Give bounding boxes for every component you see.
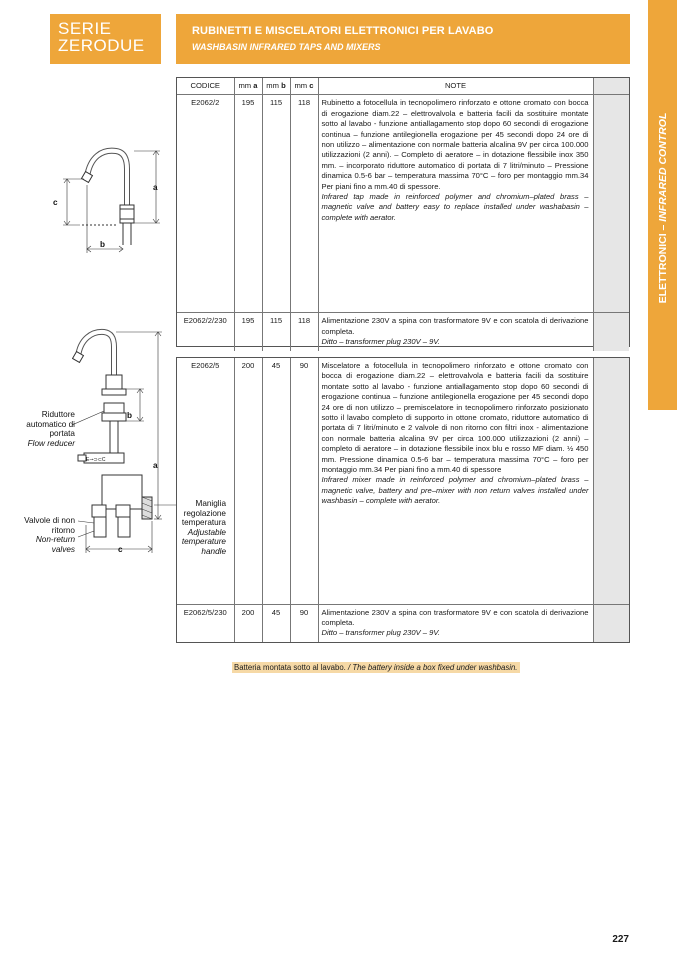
series-line-1: SERIE [58,19,112,38]
dim-c: 118 [290,95,318,313]
section-side-tab [648,0,677,410]
side-tab-label: ELETTRONICI – INFRARED CONTROL [656,112,669,304]
header-mm-b: mm b [262,78,290,95]
gray-cell [593,358,629,604]
gray-cell [593,313,629,351]
table-row [177,358,629,604]
dim-label-c: c [53,198,58,207]
product-note: Alimentazione 230V a spina con trasformatore 9V e con scatola di derivazione completa. Ditto – transformer plug 230V – 9V. [318,313,593,351]
product-table-tap [176,77,630,347]
dim-label-c2: c [118,545,123,554]
dim-b: 45 [262,358,290,604]
dim-label-a: a [153,183,158,192]
table-row [177,604,629,642]
footnote: Batteria montata sotto al lavabo. / The battery inside a box fixed under washbasin. [232,662,520,673]
gray-cell [593,95,629,313]
gray-cell [593,604,629,642]
dim-c: 90 [290,358,318,604]
table-row [177,313,629,351]
product-table-mixer [176,357,630,643]
page-title-box [176,14,630,64]
dim-b: 45 [262,604,290,642]
tap-dimension-drawing [50,135,170,260]
product-note: Rubinetto a fotocellula in tecnopolimero rinforzato e ottone cromato con bocca di erogazione diam.22 – elettrovalvola e batteria facili da sostituire montate sotto al lavabo - funzione antiallagamento stop dopo 60 secondi di erogazione continua – funzione antilegionella erogazione per 45 secondi dopo 24 ore di non utilizzo – alimentazione con normale batteria alcalina 9V per circa 100.000 utilizzazioni (2 anni). – Completo di aeratore – in dotazione flessibile inox 350 mm. – incorporato riduttore automatico di portata di 7 litri/minuto – Pressione dinamica 0.5-6 bar – temperatura massima 70°C – foro per montaggio mm.34 Per piani fino a mm.40 di spessore. Infrared tap made in reinforced polymer and chromium–plated brass – magnetic valve and battery easy to replace installed under washabasin – complete with aerator. [318,95,593,313]
dim-a: 195 [234,313,262,351]
label-non-return-valves: Valvole di non ritorno Non-return valves [24,516,75,554]
product-note: Alimentazione 230V a spina con trasformatore 9V e con scatola di derivazione completa. Ditto – transformer plug 230V – 9V. [318,604,593,642]
header-mm-a: mm a [234,78,262,95]
product-note: Miscelatore a fotocellula in tecnopolimero rinforzato e ottone cromato con bocca di erogazione diam.22 – elettrovalvola e batteria facili da sostituire montate sotto al lavabo - funzione antiallagamento stop dopo 60 secondi di erogazione continua – funzione antilegionella erogazione per 45 secondi dopo 24 ore di non utilizzo – premiscelatore in tecnopolimero rinforzato posizionato sotto il lavabo completo di supporto in ottone cromato, riduttore automatico di portata di 7 litri/minuto e 2 valvole di non ritorno con filtri inox - alimentazione con normale batteria alcalina 9V per circa 100.000 utilizzazioni (2 anni) – completo di aeratore – in dotazione flessibile inox blu e rosso MF diam. ½ 450 mm. Pressione dinamica 0.5-6 bar – temperatura massima 70°C – foro per montaggio mm.34 Per piani fino a mm.40 di spessore Infrared mixer made in reinforced polymer and chromium–plated brass – magnetic valve, battery and pre–mixer with non return valves installed under washbasin – complete with aerator. [318,358,593,604]
product-code: E2062/2 [191,98,220,108]
dim-label-b2: b [127,411,133,420]
header-blank [593,78,629,95]
marking-text: E⊸⊃⊂C [86,457,106,463]
header-note: NOTE [318,78,593,95]
dim-b: 115 [262,95,290,313]
table-row [177,95,629,313]
product-code: E2062/5/230 [177,604,234,642]
dim-c: 118 [290,313,318,351]
dim-a: 200 [234,604,262,642]
page-number: 227 [612,934,629,945]
series-line-2: ZERODUE [58,36,145,55]
dim-label-a2: a [153,461,158,470]
header-mm-c: mm c [290,78,318,95]
page-subtitle: WASHBASIN INFRARED TAPS AND MIXERS [192,42,381,52]
header-codice: CODICE [177,78,234,95]
dim-c: 90 [290,604,318,642]
dim-a: 195 [234,95,262,313]
product-code: E2062/5 [191,361,220,370]
page-title: RUBINETTI E MISCELATORI ELETTRONICI PER LAVABO [192,25,494,37]
series-badge [50,14,161,64]
product-code: E2062/2/230 [177,313,234,351]
label-flow-reducer: Riduttore automatico di portata Flow reducer [26,410,75,448]
dim-label-b: b [100,240,106,249]
label-temperature-handle: Maniglia regolazione temperatura Adjustable temperature handle [181,499,226,556]
dim-b: 115 [262,313,290,351]
dim-a: 200 [234,358,262,604]
mixer-dimension-drawing [72,325,176,565]
table-header-row [177,78,629,95]
